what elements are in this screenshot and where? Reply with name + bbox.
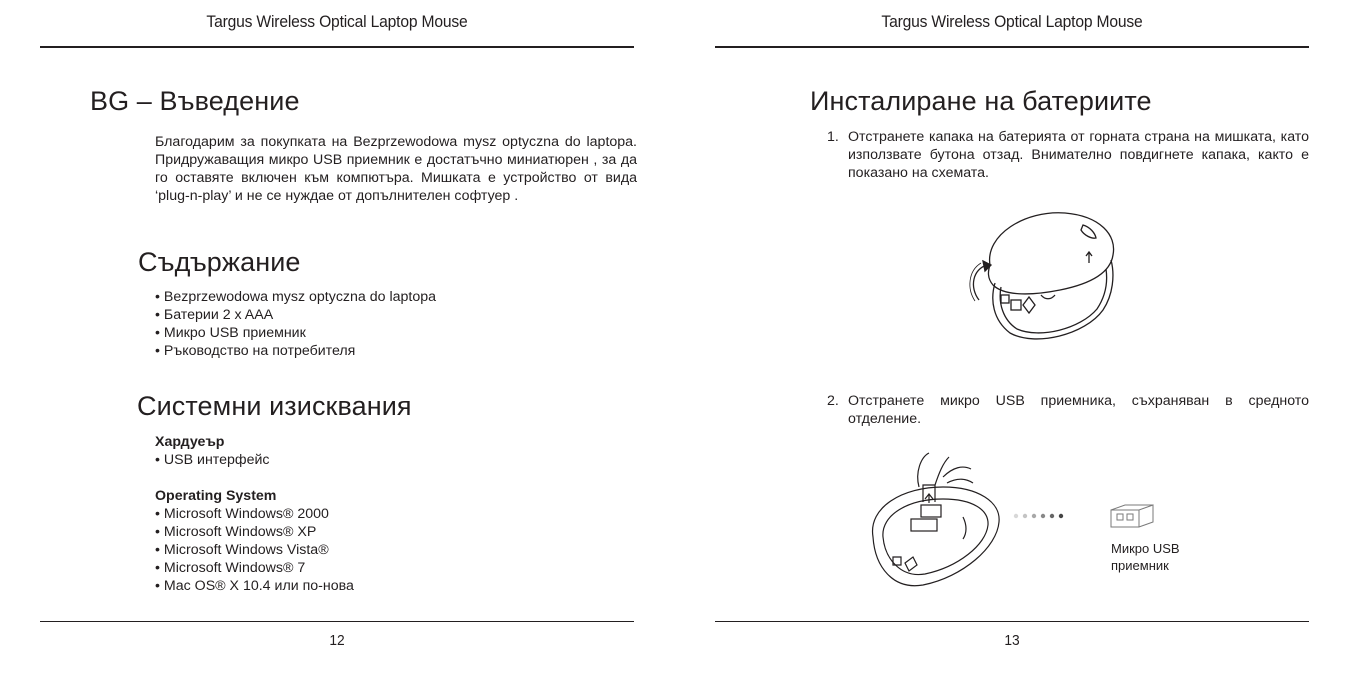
receiver-caption <box>1111 540 1180 574</box>
step-text: Отстранете микро USB приемника, съхраняван в средното отделение. <box>848 393 1309 427</box>
intro-heading: BG – Въведение <box>90 86 300 116</box>
running-head: Targus Wireless Optical Laptop Mouse <box>881 12 1143 31</box>
requirements-heading: Системни изисквания <box>137 391 412 421</box>
list-item: • Microsoft Windows® XP <box>155 523 354 541</box>
battery-heading: Инсталиране на батериите <box>810 86 1152 116</box>
receiver-caption-line1: Микро USB <box>1111 541 1180 556</box>
dots-connector <box>1011 510 1067 522</box>
page-number: 13 <box>1004 632 1020 649</box>
running-head: Targus Wireless Optical Laptop Mouse <box>206 12 468 31</box>
step-text: Отстранете капака на батерията от горната страна на мишката, като използвате бутона отзад. Внимателно повдигнете капака, както е показано на схемата. <box>848 129 1309 181</box>
list-item: • Батерии 2 x AAA <box>155 306 436 324</box>
intro-paragraph <box>155 133 637 205</box>
step-2 <box>827 392 1309 428</box>
hardware-list <box>155 451 270 469</box>
list-item: • Микро USB приемник <box>155 324 436 342</box>
os-label: Operating System <box>155 488 277 504</box>
contents-list <box>155 288 436 360</box>
usb-receiver-icon <box>1109 500 1155 530</box>
contents-heading: Съдържание <box>138 247 301 277</box>
list-item: • USB интерфейс <box>155 451 270 469</box>
receiver-removal-illustration <box>863 447 1008 592</box>
mouse-cover-illustration <box>965 205 1125 350</box>
step-number: 2. <box>827 393 839 409</box>
list-item: • Mac OS® X 10.4 или по-нова <box>155 577 354 595</box>
page-number: 12 <box>329 632 345 649</box>
list-item: • Ръководство на потребителя <box>155 342 436 360</box>
header-rule <box>715 46 1309 48</box>
list-item: • Microsoft Windows® 2000 <box>155 505 354 523</box>
list-item: • Microsoft Windows® 7 <box>155 559 354 577</box>
list-item: • Microsoft Windows Vista® <box>155 541 354 559</box>
footer-rule <box>40 621 634 622</box>
header-rule <box>40 46 634 48</box>
footer-rule <box>715 621 1309 622</box>
step-number: 1. <box>827 129 839 145</box>
hardware-label: Хардуеър <box>155 434 225 450</box>
step-1 <box>827 128 1309 182</box>
right-page <box>675 0 1350 675</box>
list-item: • Bezprzewodowa mysz optyczna do laptopa <box>155 288 436 306</box>
os-list <box>155 505 354 595</box>
receiver-caption-line2: приемник <box>1111 558 1169 573</box>
intro-text: Благодарим за покупката на Bezprzewodowa mysz optyczna do laptopa. Придружаващия микро USB приемник е достатъчно миниатюрен , за да го оставяте включен към компютъра. Мишката е устройство от вида ‘plug-n-play’ и не се нуждае от допълнителен софтуер . <box>155 134 637 204</box>
